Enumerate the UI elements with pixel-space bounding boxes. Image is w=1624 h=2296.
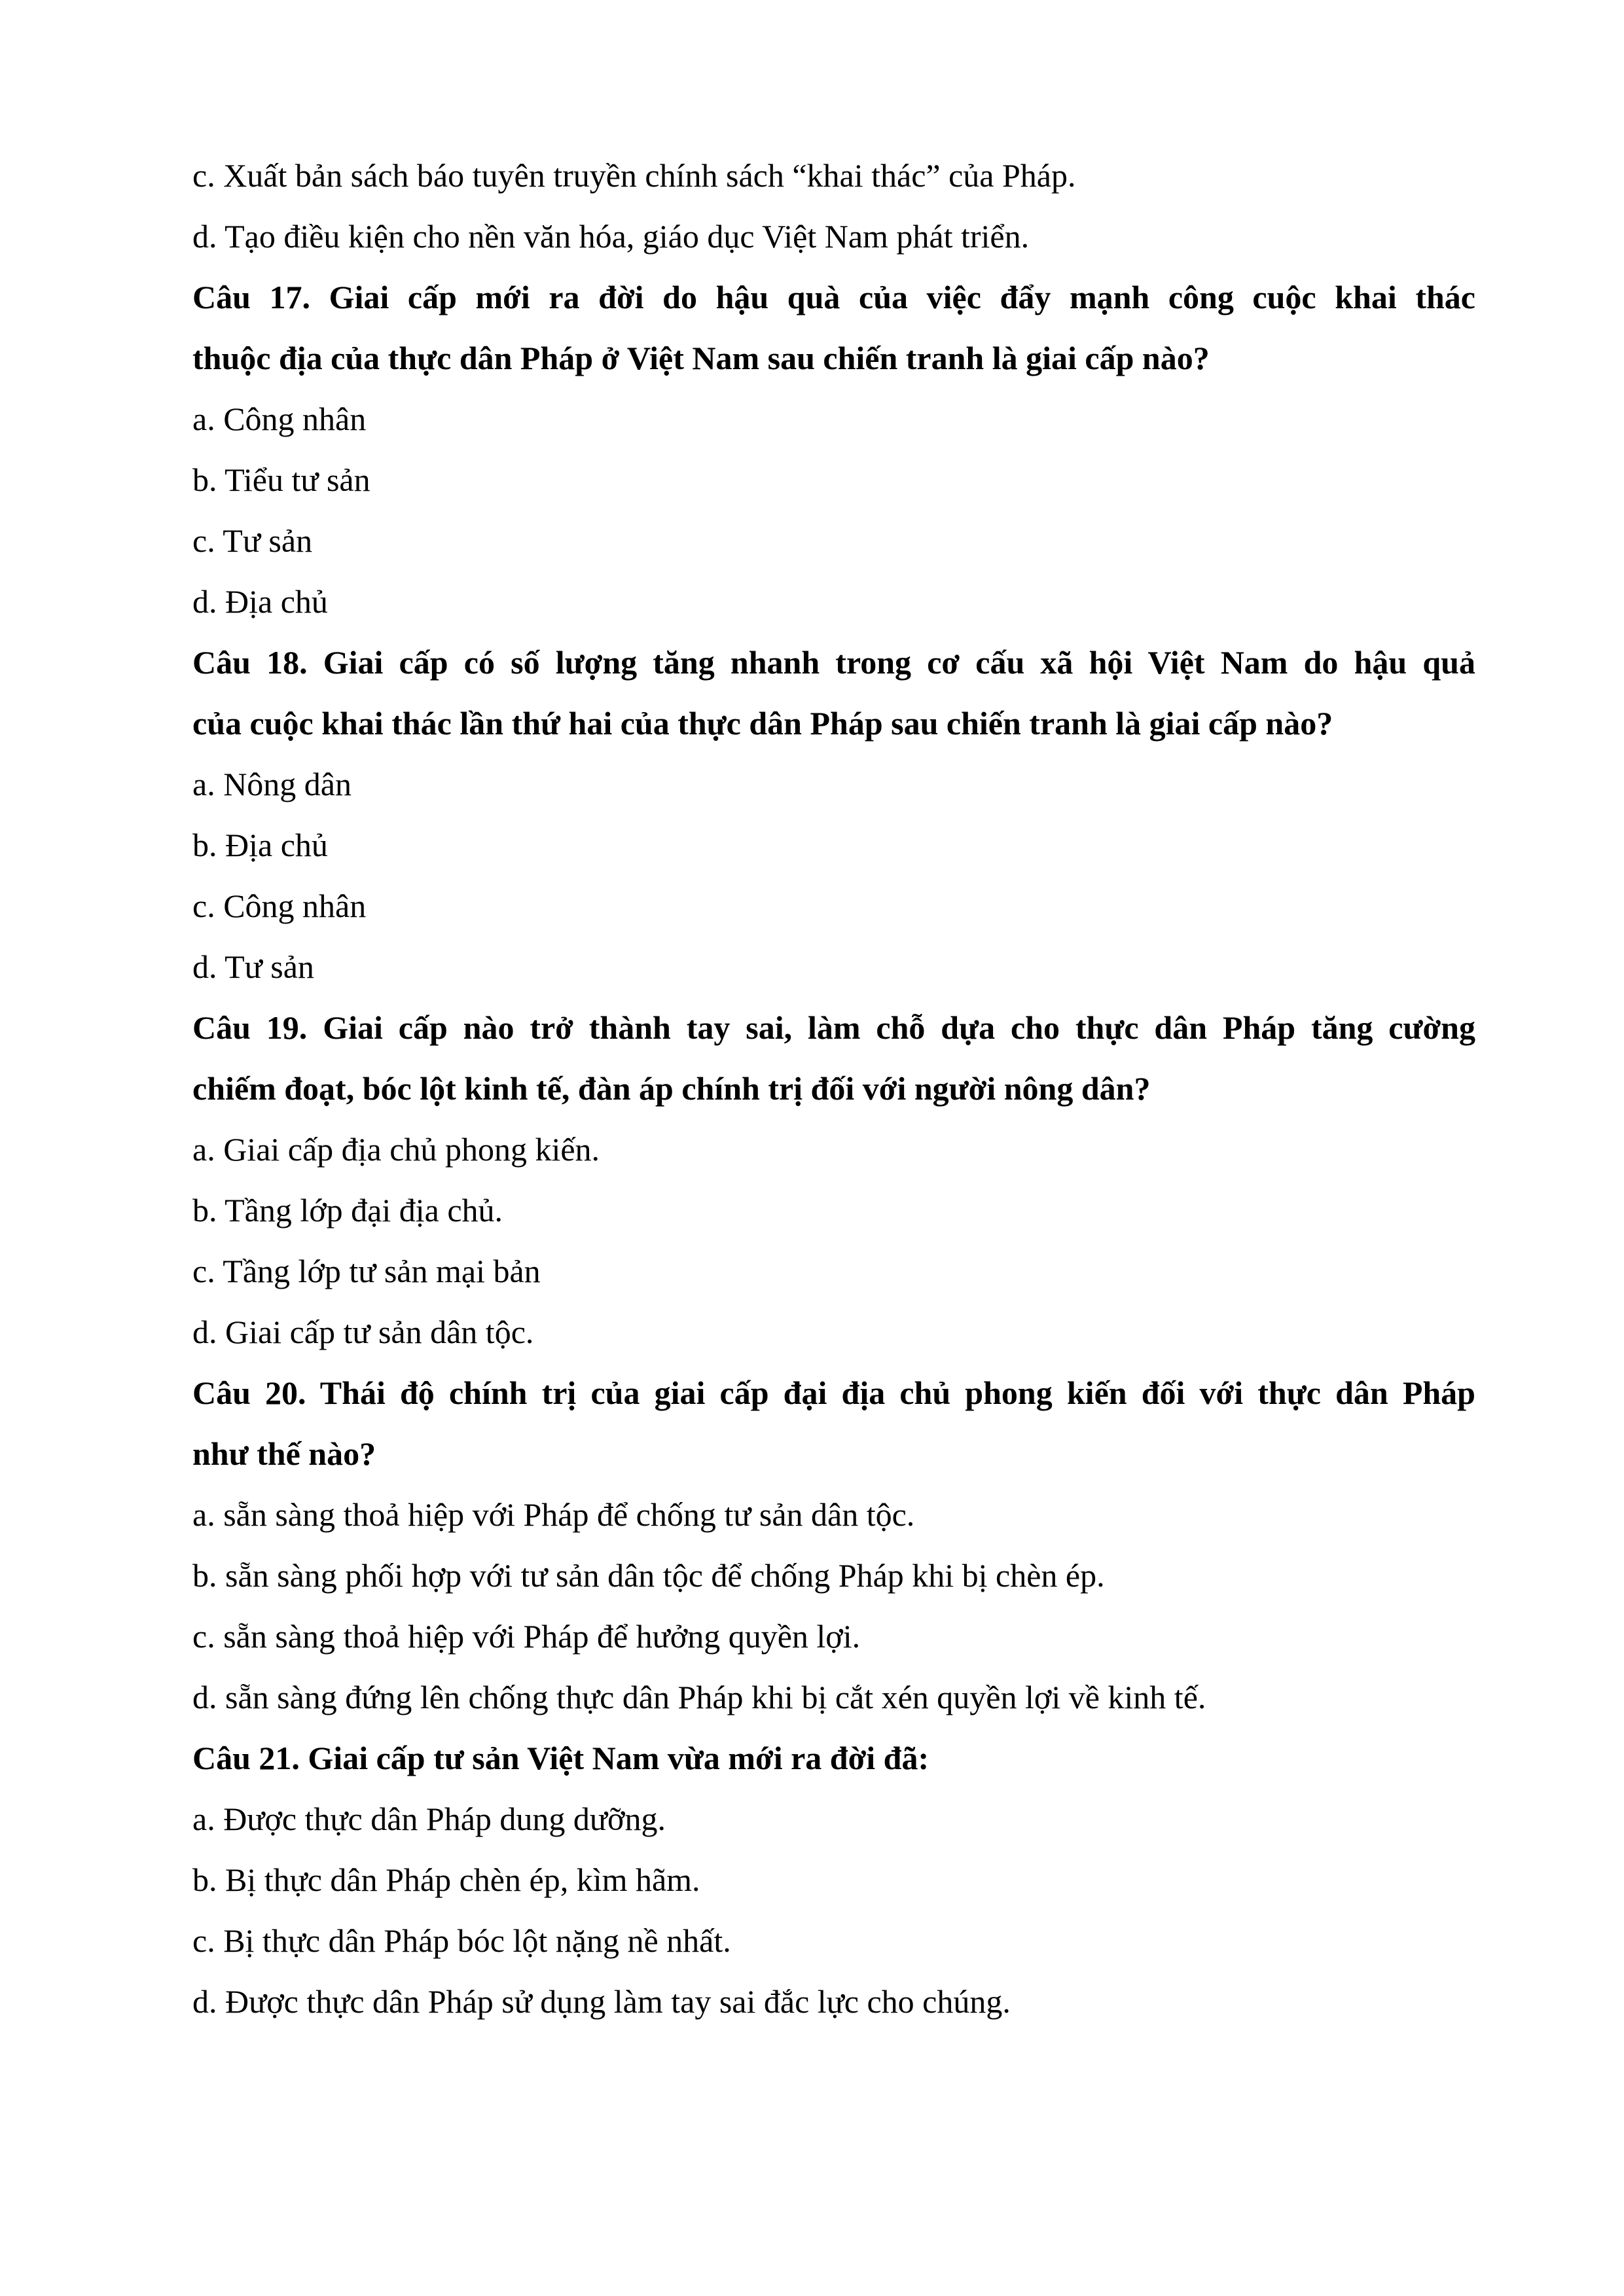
question-17-option-b: b. Tiểu tư sản (192, 461, 370, 498)
question-21-option-b: b. Bị thực dân Pháp chèn ép, kìm hãm. (192, 1861, 700, 1898)
question-17-line-2: thuộc địa của thực dân Pháp ở Việt Nam sau chiến tranh là giai cấp nào? (192, 340, 1210, 376)
question-20-option-c: c. sẵn sàng thoả hiệp với Pháp để hưởng quyền lợi. (192, 1618, 861, 1655)
option-c-prev: c. Xuất bản sách báo tuyên truyền chính sách “khai thác” của Pháp. (192, 157, 1076, 194)
question-20-line-1: Câu 20. Thái độ chính trị của giai cấp đại địa chủ phong kiến đối với thực dân Pháp (192, 1374, 1475, 1411)
question-18-option-c: c. Công nhân (192, 888, 367, 924)
question-19-option-b: b. Tầng lớp đại địa chủ. (192, 1192, 503, 1229)
question-20-option-d: d. sẵn sàng đứng lên chống thực dân Pháp khi bị cắt xén quyền lợi về kinh tế. (192, 1679, 1206, 1715)
question-19-option-c: c. Tầng lớp tư sản mại bản (192, 1253, 541, 1289)
question-17-option-c: c. Tư sản (192, 522, 313, 559)
question-21-option-c: c. Bị thực dân Pháp bóc lột nặng nề nhất. (192, 1922, 731, 1959)
question-19-option-a: a. Giai cấp địa chủ phong kiến. (192, 1131, 600, 1168)
question-20-line-2: như thế nào? (192, 1435, 376, 1472)
question-18-line-1: Câu 18. Giai cấp có số lượng tăng nhanh trong cơ cấu xã hội Việt Nam do hậu quả (192, 644, 1475, 681)
question-21-option-a: a. Được thực dân Pháp dung dưỡng. (192, 1801, 666, 1837)
question-17-option-a: a. Công nhân (192, 401, 367, 437)
question-21-line-1: Câu 21. Giai cấp tư sản Việt Nam vừa mới ra đời đã: (192, 1740, 929, 1776)
question-17-option-d: d. Địa chủ (192, 583, 328, 620)
question-20-option-a: a. sẵn sàng thoả hiệp với Pháp để chống tư sản dân tộc. (192, 1496, 915, 1533)
document-body (192, 145, 1475, 2032)
question-18-option-d: d. Tư sản (192, 948, 314, 985)
question-19-option-d: d. Giai cấp tư sản dân tộc. (192, 1314, 534, 1350)
question-18-line-2: của cuộc khai thác lần thứ hai của thực dân Pháp sau chiến tranh là giai cấp nào? (192, 705, 1333, 742)
option-d-prev: d. Tạo điều kiện cho nền văn hóa, giáo dục Việt Nam phát triển. (192, 218, 1030, 255)
question-20-option-b: b. sẵn sàng phối hợp với tư sản dân tộc để chống Pháp khi bị chèn ép. (192, 1557, 1105, 1594)
question-18-option-a: a. Nông dân (192, 766, 352, 802)
question-21-option-d: d. Được thực dân Pháp sử dụng làm tay sai đắc lực cho chúng. (192, 1983, 1011, 2020)
question-18-option-b: b. Địa chủ (192, 827, 328, 863)
question-17-line-1: Câu 17. Giai cấp mới ra đời do hậu quà của việc đẩy mạnh công cuộc khai thác (192, 279, 1475, 315)
question-19-line-2: chiếm đoạt, bóc lột kinh tế, đàn áp chính trị đối với người nông dân? (192, 1070, 1151, 1107)
question-19-line-1: Câu 19. Giai cấp nào trở thành tay sai, làm chỗ dựa cho thực dân Pháp tăng cường (192, 1009, 1475, 1046)
